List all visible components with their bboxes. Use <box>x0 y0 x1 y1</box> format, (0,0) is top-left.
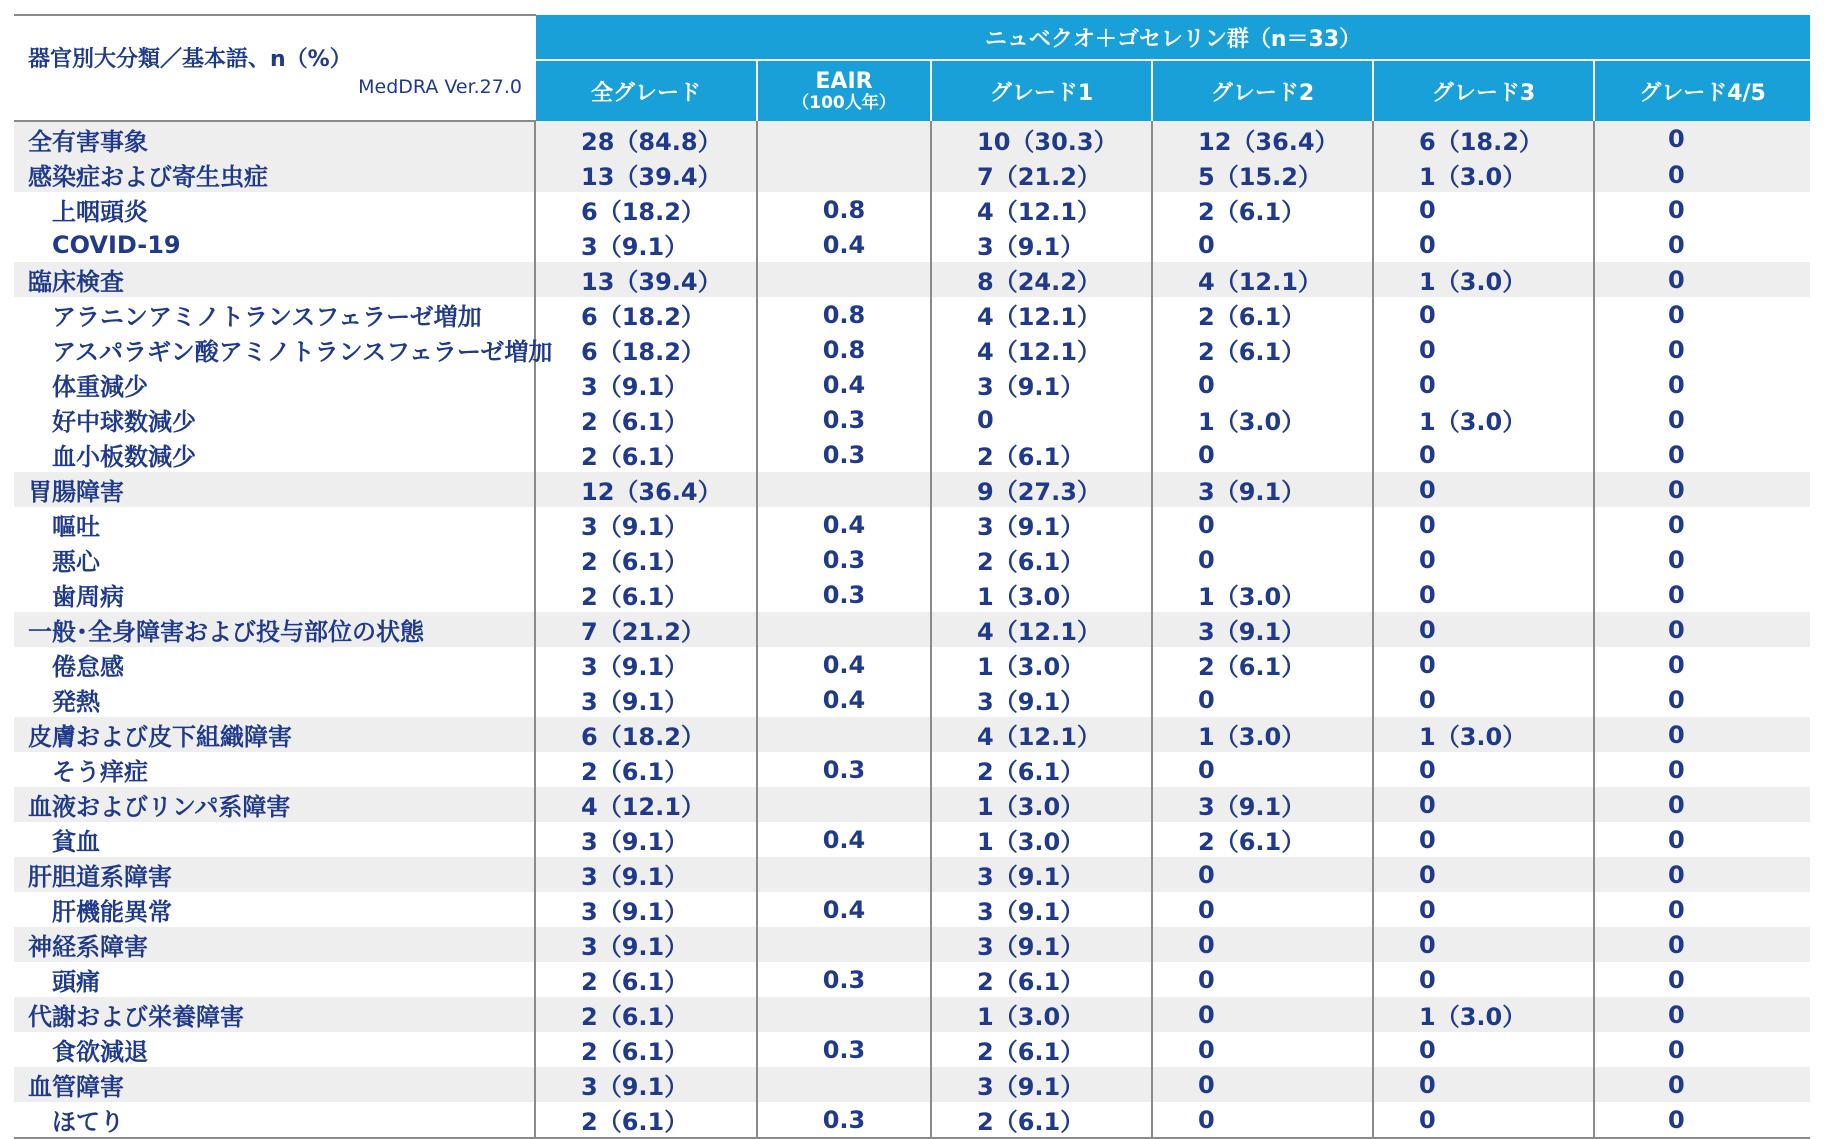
all-grade-cell: 2（6.1） <box>535 962 757 997</box>
grade1-cell: 8（24.2） <box>931 262 1152 297</box>
eair-cell: 0.8 <box>757 332 931 367</box>
grade45-cell: 0 <box>1594 717 1810 752</box>
grade45-cell: 0 <box>1594 227 1810 262</box>
grade3-cell: 0 <box>1373 367 1594 402</box>
table-row-soc <box>14 787 1810 822</box>
eair-cell <box>757 997 931 1032</box>
grade1-cell: 10（30.3） <box>931 121 1152 157</box>
grade3-cell: 0 <box>1373 472 1594 507</box>
header-corner-cell <box>14 15 535 121</box>
grade2-cell: 0 <box>1152 682 1373 717</box>
table-row-pt <box>14 437 1810 472</box>
grade45-cell: 0 <box>1594 262 1810 297</box>
grade1-cell: 4（12.1） <box>931 297 1152 332</box>
adverse-events-table <box>14 14 1810 1139</box>
row-term-cell: 発熱 <box>14 682 535 717</box>
row-term-cell: 上咽頭炎 <box>14 192 535 227</box>
grade3-cell: 0 <box>1373 752 1594 787</box>
all-grade-cell: 13（39.4） <box>535 157 757 192</box>
table-row-pt <box>14 367 1810 402</box>
grade45-cell: 0 <box>1594 682 1810 717</box>
grade2-cell: 1（3.0） <box>1152 402 1373 437</box>
grade1-cell: 2（6.1） <box>931 437 1152 472</box>
grade2-cell: 0 <box>1152 227 1373 262</box>
row-term-cell: 歯周病 <box>14 577 535 612</box>
grade45-cell: 0 <box>1594 997 1810 1032</box>
eair-cell: 0.4 <box>757 682 931 717</box>
all-grade-cell: 6（18.2） <box>535 192 757 227</box>
table-row-soc <box>14 157 1810 192</box>
grade3-cell: 0 <box>1373 297 1594 332</box>
grade2-cell: 0 <box>1152 997 1373 1032</box>
grade2-cell: 3（9.1） <box>1152 612 1373 647</box>
table-row-soc <box>14 717 1810 752</box>
grade1-cell: 2（6.1） <box>931 962 1152 997</box>
row-term-cell: 胃腸障害 <box>14 472 535 507</box>
grade45-cell: 0 <box>1594 402 1810 437</box>
grade2-cell: 1（3.0） <box>1152 577 1373 612</box>
eair-cell <box>757 717 931 752</box>
row-term-cell: 血小板数減少 <box>14 437 535 472</box>
eair-cell <box>757 472 931 507</box>
all-grade-cell: 12（36.4） <box>535 472 757 507</box>
table-row-pt <box>14 577 1810 612</box>
grade45-cell: 0 <box>1594 121 1810 157</box>
meddra-version-label: MedDRA Ver.27.0 <box>358 76 522 98</box>
all-grade-cell: 2（6.1） <box>535 542 757 577</box>
adverse-events-table-container <box>14 14 1810 1139</box>
grade45-cell: 0 <box>1594 192 1810 227</box>
all-grade-cell: 4（12.1） <box>535 787 757 822</box>
all-grade-cell: 3（9.1） <box>535 822 757 857</box>
all-grade-cell: 3（9.1） <box>535 1067 757 1102</box>
table-row-pt <box>14 647 1810 682</box>
grade1-cell: 1（3.0） <box>931 647 1152 682</box>
all-grade-cell: 2（6.1） <box>535 752 757 787</box>
row-term-cell: 全有害事象 <box>14 121 535 157</box>
row-term-cell: 血管障害 <box>14 1067 535 1102</box>
grade3-cell: 0 <box>1373 822 1594 857</box>
grade45-cell: 0 <box>1594 507 1810 542</box>
row-term-cell: 肝胆道系障害 <box>14 857 535 892</box>
row-term-cell: 体重減少 <box>14 367 535 402</box>
all-grade-cell: 3（9.1） <box>535 227 757 262</box>
grade45-cell: 0 <box>1594 787 1810 822</box>
row-term-cell: 血液およびリンパ系障害 <box>14 787 535 822</box>
grade1-cell: 1（3.0） <box>931 822 1152 857</box>
all-grade-cell: 13（39.4） <box>535 262 757 297</box>
eair-cell <box>757 262 931 297</box>
eair-label: EAIR <box>815 69 873 94</box>
grade1-cell: 3（9.1） <box>931 892 1152 927</box>
grade1-cell: 3（9.1） <box>931 682 1152 717</box>
grade2-cell: 0 <box>1152 1067 1373 1102</box>
eair-cell <box>757 927 931 962</box>
table-row-soc <box>14 927 1810 962</box>
eair-cell: 0.3 <box>757 577 931 612</box>
grade2-cell: 2（6.1） <box>1152 822 1373 857</box>
all-grade-cell: 3（9.1） <box>535 647 757 682</box>
table-row-soc <box>14 472 1810 507</box>
grade3-cell: 1（3.0） <box>1373 997 1594 1032</box>
grade45-cell: 0 <box>1594 857 1810 892</box>
grade3-cell: 6（18.2） <box>1373 121 1594 157</box>
grade2-cell: 1（3.0） <box>1152 717 1373 752</box>
grade3-cell: 0 <box>1373 577 1594 612</box>
grade1-cell: 4（12.1） <box>931 332 1152 367</box>
grade3-cell: 0 <box>1373 927 1594 962</box>
table-row-soc <box>14 997 1810 1032</box>
table-row-pt <box>14 332 1810 367</box>
all-grade-cell: 6（18.2） <box>535 717 757 752</box>
grade1-cell: 4（12.1） <box>931 717 1152 752</box>
grade2-cell: 0 <box>1152 507 1373 542</box>
grade1-cell: 3（9.1） <box>931 927 1152 962</box>
grade45-cell: 0 <box>1594 962 1810 997</box>
col-header-all-grade: 全グレード <box>535 60 757 121</box>
grade2-cell: 0 <box>1152 367 1373 402</box>
grade1-cell: 2（6.1） <box>931 752 1152 787</box>
grade1-cell: 1（3.0） <box>931 997 1152 1032</box>
grade3-cell: 0 <box>1373 1032 1594 1067</box>
grade3-cell: 0 <box>1373 227 1594 262</box>
all-grade-cell: 3（9.1） <box>535 682 757 717</box>
grade45-cell: 0 <box>1594 1067 1810 1102</box>
grade45-cell: 0 <box>1594 472 1810 507</box>
grade2-cell: 0 <box>1152 927 1373 962</box>
row-term-cell: ほてり <box>14 1102 535 1138</box>
table-row-pt <box>14 962 1810 997</box>
table-body <box>14 121 1810 1138</box>
all-grade-cell: 2（6.1） <box>535 437 757 472</box>
grade3-cell: 1（3.0） <box>1373 402 1594 437</box>
row-term-cell: アラニンアミノトランスフェラーゼ増加 <box>14 297 535 332</box>
grade45-cell: 0 <box>1594 927 1810 962</box>
grade2-cell: 0 <box>1152 1102 1373 1138</box>
row-term-cell: COVID-19 <box>14 227 535 262</box>
row-term-cell: 食欲減退 <box>14 1032 535 1067</box>
eair-cell: 0.4 <box>757 367 931 402</box>
eair-cell <box>757 157 931 192</box>
grade3-cell: 0 <box>1373 542 1594 577</box>
row-term-cell: 悪心 <box>14 542 535 577</box>
grade3-cell: 0 <box>1373 332 1594 367</box>
grade45-cell: 0 <box>1594 647 1810 682</box>
row-term-cell: 肝機能異常 <box>14 892 535 927</box>
table-row-pt <box>14 507 1810 542</box>
grade3-cell: 1（3.0） <box>1373 262 1594 297</box>
eair-cell: 0.3 <box>757 402 931 437</box>
grade45-cell: 0 <box>1594 437 1810 472</box>
grade1-cell: 3（9.1） <box>931 227 1152 262</box>
table-row-pt <box>14 752 1810 787</box>
grade3-cell: 0 <box>1373 787 1594 822</box>
grade2-cell: 0 <box>1152 892 1373 927</box>
row-term-cell: アスパラギン酸アミノトランスフェラーゼ増加 <box>14 332 535 367</box>
eair-cell <box>757 612 931 647</box>
all-grade-cell: 28（84.8） <box>535 121 757 157</box>
eair-cell: 0.3 <box>757 752 931 787</box>
table-row-pt <box>14 822 1810 857</box>
grade45-cell: 0 <box>1594 752 1810 787</box>
table-header <box>14 15 1810 121</box>
table-row-pt <box>14 192 1810 227</box>
table-row-pt <box>14 402 1810 437</box>
grade1-cell: 4（12.1） <box>931 612 1152 647</box>
grade1-cell: 1（3.0） <box>931 577 1152 612</box>
grade3-cell: 0 <box>1373 437 1594 472</box>
all-grade-cell: 3（9.1） <box>535 927 757 962</box>
grade1-cell: 2（6.1） <box>931 1102 1152 1138</box>
grade2-cell: 2（6.1） <box>1152 192 1373 227</box>
grade3-cell: 0 <box>1373 192 1594 227</box>
grade45-cell: 0 <box>1594 1032 1810 1067</box>
grade2-cell: 0 <box>1152 437 1373 472</box>
grade2-cell: 0 <box>1152 857 1373 892</box>
grade1-cell: 2（6.1） <box>931 1032 1152 1067</box>
all-grade-cell: 2（6.1） <box>535 1032 757 1067</box>
eair-cell: 0.3 <box>757 437 931 472</box>
table-row-pt <box>14 297 1810 332</box>
grade1-cell: 9（27.3） <box>931 472 1152 507</box>
grade3-cell: 1（3.0） <box>1373 717 1594 752</box>
eair-cell: 0.8 <box>757 297 931 332</box>
eair-cell: 0.3 <box>757 1032 931 1067</box>
grade2-cell: 5（15.2） <box>1152 157 1373 192</box>
grade45-cell: 0 <box>1594 297 1810 332</box>
grade1-cell: 3（9.1） <box>931 507 1152 542</box>
row-term-cell: 倦怠感 <box>14 647 535 682</box>
row-term-cell: 貧血 <box>14 822 535 857</box>
row-term-cell: 嘔吐 <box>14 507 535 542</box>
row-term-cell: 臨床検査 <box>14 262 535 297</box>
table-row-soc <box>14 1067 1810 1102</box>
eair-cell: 0.3 <box>757 962 931 997</box>
all-grade-cell: 2（6.1） <box>535 577 757 612</box>
grade2-cell: 3（9.1） <box>1152 787 1373 822</box>
treatment-group-header: ニュベクオ＋ゴセレリン群（n＝33） <box>535 15 1810 60</box>
grade1-cell: 2（6.1） <box>931 542 1152 577</box>
grade3-cell: 0 <box>1373 1102 1594 1138</box>
grade3-cell: 0 <box>1373 612 1594 647</box>
eair-cell: 0.4 <box>757 507 931 542</box>
grade3-cell: 0 <box>1373 682 1594 717</box>
table-row-soc <box>14 857 1810 892</box>
grade2-cell: 2（6.1） <box>1152 647 1373 682</box>
grade3-cell: 0 <box>1373 892 1594 927</box>
grade45-cell: 0 <box>1594 332 1810 367</box>
eair-cell: 0.3 <box>757 1102 931 1138</box>
all-grade-cell: 3（9.1） <box>535 367 757 402</box>
grade1-cell: 7（21.2） <box>931 157 1152 192</box>
row-term-cell: 代謝および栄養障害 <box>14 997 535 1032</box>
col-header-grade1: グレード1 <box>931 60 1152 121</box>
row-term-cell: 皮膚および皮下組織障害 <box>14 717 535 752</box>
all-grade-cell: 6（18.2） <box>535 332 757 367</box>
eair-cell: 0.4 <box>757 892 931 927</box>
grade2-cell: 2（6.1） <box>1152 332 1373 367</box>
row-term-cell: 頭痛 <box>14 962 535 997</box>
grade45-cell: 0 <box>1594 612 1810 647</box>
eair-cell: 0.4 <box>757 647 931 682</box>
grade45-cell: 0 <box>1594 577 1810 612</box>
grade1-cell: 4（12.1） <box>931 192 1152 227</box>
grade2-cell: 0 <box>1152 962 1373 997</box>
grade1-cell: 1（3.0） <box>931 787 1152 822</box>
table-row-pt <box>14 682 1810 717</box>
col-header-grade3: グレード3 <box>1373 60 1594 121</box>
all-grade-cell: 2（6.1） <box>535 997 757 1032</box>
row-term-cell: 神経系障害 <box>14 927 535 962</box>
grade3-cell: 0 <box>1373 647 1594 682</box>
all-grade-cell: 2（6.1） <box>535 1102 757 1138</box>
grade3-cell: 0 <box>1373 857 1594 892</box>
eair-cell <box>757 121 931 157</box>
soc-pt-header-label: 器官別大分類／基本語、n（%） <box>28 47 352 72</box>
grade2-cell: 3（9.1） <box>1152 472 1373 507</box>
grade2-cell: 0 <box>1152 1032 1373 1067</box>
grade2-cell: 12（36.4） <box>1152 121 1373 157</box>
col-header-eair <box>757 60 931 121</box>
table-row-pt <box>14 227 1810 262</box>
grade45-cell: 0 <box>1594 1102 1810 1138</box>
all-grade-cell: 3（9.1） <box>535 857 757 892</box>
grade1-cell: 3（9.1） <box>931 1067 1152 1102</box>
all-grade-cell: 7（21.2） <box>535 612 757 647</box>
table-row-pt <box>14 892 1810 927</box>
grade2-cell: 0 <box>1152 542 1373 577</box>
table-row-pt <box>14 1102 1810 1138</box>
table-row-pt <box>14 1032 1810 1067</box>
grade45-cell: 0 <box>1594 822 1810 857</box>
grade1-cell: 0 <box>931 402 1152 437</box>
eair-cell: 0.4 <box>757 822 931 857</box>
eair-unit-label: （100人年） <box>792 93 896 113</box>
all-grade-cell: 6（18.2） <box>535 297 757 332</box>
eair-cell <box>757 787 931 822</box>
grade45-cell: 0 <box>1594 367 1810 402</box>
grade45-cell: 0 <box>1594 157 1810 192</box>
grade3-cell: 0 <box>1373 507 1594 542</box>
table-row-pt <box>14 542 1810 577</box>
grade45-cell: 0 <box>1594 542 1810 577</box>
table-row-soc <box>14 121 1810 157</box>
grade3-cell: 0 <box>1373 962 1594 997</box>
grade2-cell: 0 <box>1152 752 1373 787</box>
row-term-cell: 好中球数減少 <box>14 402 535 437</box>
grade1-cell: 3（9.1） <box>931 367 1152 402</box>
col-header-grade2: グレード2 <box>1152 60 1373 121</box>
grade2-cell: 2（6.1） <box>1152 297 1373 332</box>
row-term-cell: 感染症および寄生虫症 <box>14 157 535 192</box>
grade3-cell: 0 <box>1373 1067 1594 1102</box>
grade2-cell: 4（12.1） <box>1152 262 1373 297</box>
all-grade-cell: 2（6.1） <box>535 402 757 437</box>
eair-cell: 0.4 <box>757 227 931 262</box>
grade45-cell: 0 <box>1594 892 1810 927</box>
all-grade-cell: 3（9.1） <box>535 507 757 542</box>
grade1-cell: 3（9.1） <box>931 857 1152 892</box>
table-row-soc <box>14 262 1810 297</box>
eair-cell: 0.8 <box>757 192 931 227</box>
eair-cell <box>757 857 931 892</box>
eair-cell: 0.3 <box>757 542 931 577</box>
row-term-cell: 一般･全身障害および投与部位の状態 <box>14 612 535 647</box>
all-grade-cell: 3（9.1） <box>535 892 757 927</box>
table-row-soc <box>14 612 1810 647</box>
row-term-cell: そう痒症 <box>14 752 535 787</box>
grade3-cell: 1（3.0） <box>1373 157 1594 192</box>
eair-cell <box>757 1067 931 1102</box>
col-header-grade45: グレード4/5 <box>1594 60 1810 121</box>
